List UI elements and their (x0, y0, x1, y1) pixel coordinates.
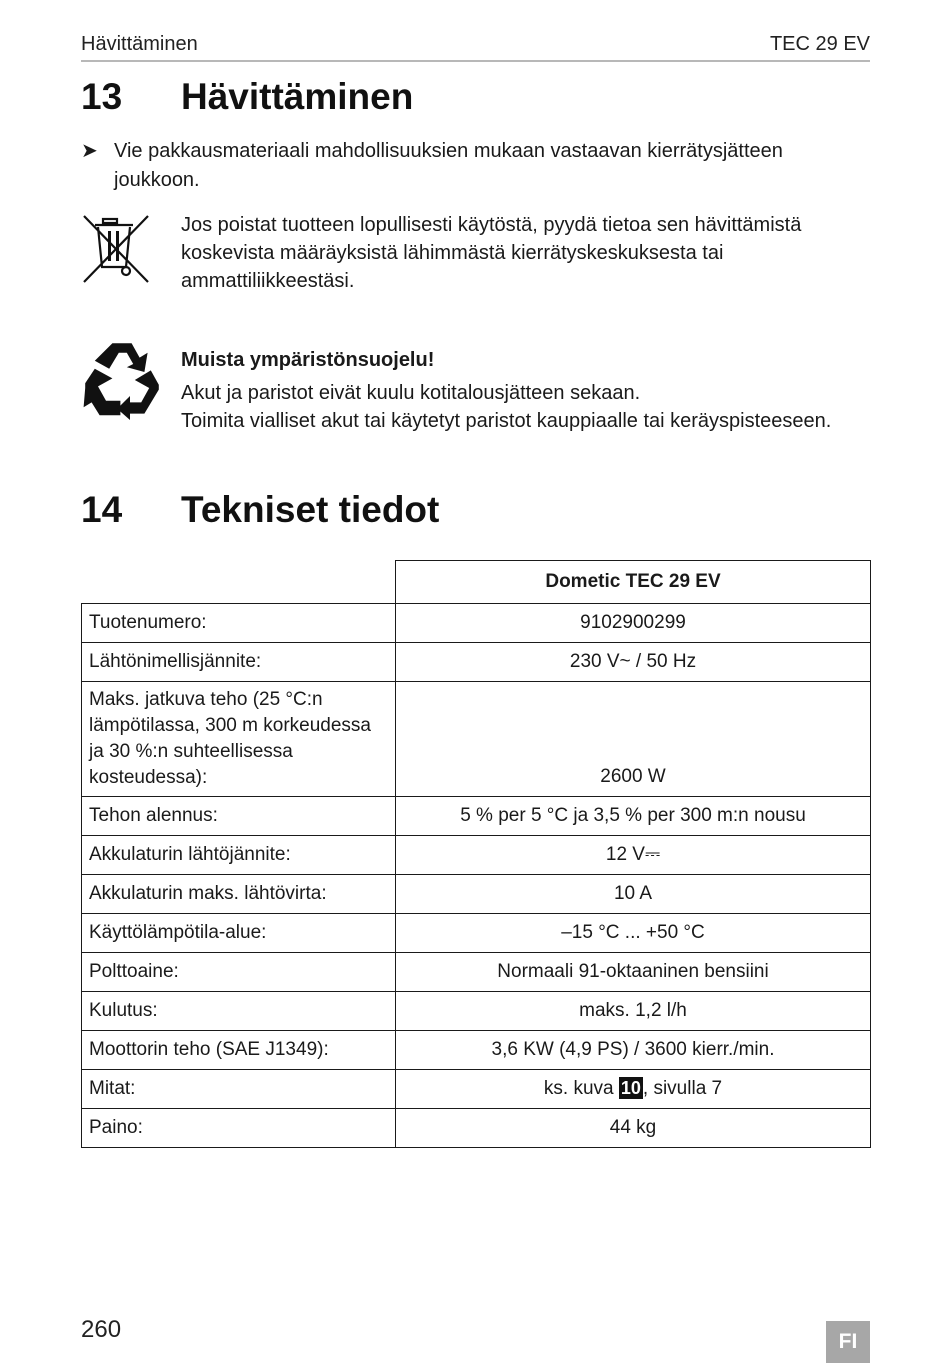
row-label: Tehon alennus: (82, 797, 396, 836)
row-value: Normaali 91-oktaaninen bensiini (396, 953, 871, 992)
row-value: 2600 W (396, 682, 871, 797)
row-value: 44 kg (396, 1109, 871, 1148)
recycle-icon (81, 340, 163, 420)
row-value (396, 1070, 871, 1109)
row-label: Mitat: (82, 1070, 396, 1109)
section-13-title: Hävittäminen (181, 76, 414, 117)
row-label: Akkulaturin maks. lähtövirta: (82, 875, 396, 914)
row-label: Käyttölämpötila-alue: (82, 914, 396, 953)
row-value: 10 A (396, 875, 871, 914)
table-header-empty-cell (82, 561, 396, 604)
row-label: Polttoaine: (82, 953, 396, 992)
row-label: Moottorin teho (SAE J1349): (82, 1031, 396, 1070)
section-14-title: Tekniset tiedot (181, 489, 440, 530)
table-row (82, 643, 871, 682)
weee-crossed-bin-icon (81, 213, 151, 285)
row-label: Paino: (82, 1109, 396, 1148)
packaging-bullet (81, 137, 841, 195)
disposal-note: Jos poistat tuotteen lopullisesti käytöstä, pyydä tietoa sen hävittämistä koskevista määräyksistä lähimmästä kierrätyskeskuksesta tai ammattiliikkeestäsi. (181, 214, 802, 292)
dimensions-suffix: , sivulla 7 (642, 1078, 723, 1099)
figure-reference-badge: 10 (620, 1078, 641, 1098)
environment-line-2: Toimita vialliset akut tai käytetyt paristot kauppiaalle tai keräyspisteeseen. (181, 410, 832, 432)
dimensions-prefix: ks. kuva (543, 1078, 619, 1099)
page-header (81, 30, 870, 62)
table-column-header: Dometic TEC 29 EV (396, 561, 871, 604)
row-label: Lähtönimellisjännite: (82, 643, 396, 682)
header-section-title: Hävittäminen (81, 33, 198, 55)
table-row (82, 953, 871, 992)
table-row (82, 797, 871, 836)
table-row (82, 1070, 871, 1109)
row-label: Tuotenumero: (82, 604, 396, 643)
page-number: 260 (81, 1316, 122, 1343)
row-value: 5 % per 5 °C ja 3,5 % per 300 m:n nousu (396, 797, 871, 836)
row-value: 9102900299 (396, 604, 871, 643)
table-row (82, 914, 871, 953)
table-row (82, 1109, 871, 1148)
environment-heading: Muista ympäristönsuojelu! (181, 349, 435, 371)
row-value: –15 °C ... +50 °C (396, 914, 871, 953)
row-value: 12 V⎓ (396, 836, 871, 875)
row-value: maks. 1,2 l/h (396, 992, 871, 1031)
row-label: Akkulaturin lähtöjännite: (82, 836, 396, 875)
bullet-arrow-icon: ➤ (81, 140, 98, 162)
environment-line-1: Akut ja paristot eivät kuulu kotitalousjätteen sekaan. (181, 382, 641, 404)
table-row (82, 992, 871, 1031)
row-label: Kulutus: (82, 992, 396, 1031)
table-row (82, 836, 871, 875)
table-row (82, 682, 871, 797)
row-value: 3,6 KW (4,9 PS) / 3600 kierr./min. (396, 1031, 871, 1070)
section-13-number: 13 (81, 76, 123, 117)
row-value: 230 V~ / 50 Hz (396, 643, 871, 682)
header-model: TEC 29 EV (769, 33, 870, 55)
row-label: Maks. jatkuva teho (25 °C:n lämpötilassa, 300 m korkeudessa ja 30 %:n suhteellisessa kosteudessa): (82, 682, 396, 797)
packaging-bullet-text: Vie pakkausmateriaali mahdollisuuksien mukaan vastaavan kierrätysjätteen joukkoon. (114, 140, 783, 191)
environment-note (181, 346, 871, 435)
technical-data-table (81, 560, 871, 1148)
table-row (82, 604, 871, 643)
table-header-row (82, 561, 871, 604)
section-14-number: 14 (81, 489, 123, 530)
language-badge: FI (826, 1321, 870, 1363)
table-row (82, 1031, 871, 1070)
table-row (82, 875, 871, 914)
